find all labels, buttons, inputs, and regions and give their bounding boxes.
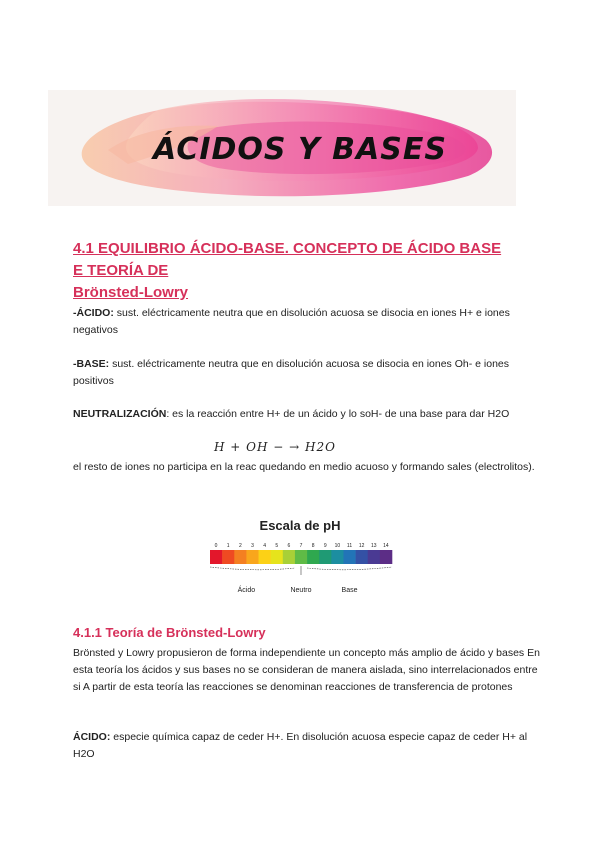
- ph-number-label: 3: [251, 543, 254, 549]
- base-text: sust. eléctricamente neutra que en disolución acuosa se disocia en iones Oh- e iones positivos: [73, 358, 509, 387]
- acido-definition: [73, 305, 543, 339]
- ph-range-bracket: [210, 567, 295, 570]
- ph-number-label: 2: [238, 543, 242, 549]
- ph-number-label: 6: [287, 543, 291, 549]
- ph-color-segment: [307, 550, 319, 564]
- ph-color-segment: [259, 550, 271, 564]
- ph-color-segment: [210, 550, 222, 564]
- ph-number-label: 10: [334, 543, 341, 549]
- ph-color-segment: [246, 550, 258, 564]
- acido-label: -ÁCIDO:: [73, 307, 114, 319]
- acido2-text: especie química capaz de ceder H+. En disolución acuosa especie capaz de ceder H+ al H2O: [73, 731, 528, 760]
- acido-text: sust. eléctricamente neutra que en disolución acuosa se disocia en iones H+ e iones negativos: [73, 307, 510, 336]
- ph-number-label: 12: [358, 543, 365, 549]
- ph-color-segment: [356, 550, 368, 564]
- neutralizacion-definition: [73, 406, 543, 423]
- ph-number-label: 0: [214, 543, 218, 549]
- ph-color-segment: [222, 550, 234, 564]
- ph-color-segment: [234, 550, 246, 564]
- ph-scale-graphic: [208, 540, 394, 600]
- ph-color-segment: [319, 550, 331, 564]
- section-heading-1: [73, 238, 513, 304]
- resto-paragraph: el resto de iones no participa en la reac quedando en medio acuoso y formando sales (electrolitos).: [73, 461, 535, 473]
- acido-bronsted-definition: [73, 729, 543, 763]
- ph-number-label: 14: [383, 543, 389, 549]
- neutralizacion-label: NEUTRALIZACIÓN: [73, 408, 167, 420]
- section-heading-2: 4.1.1 Teoría de Brönsted-Lowry: [73, 625, 266, 640]
- ph-number-label: 11: [346, 543, 353, 549]
- ph-number-label: 5: [275, 543, 279, 549]
- ph-color-segment: [368, 550, 380, 564]
- ph-number-label: 8: [311, 543, 315, 549]
- ph-color-segment: [343, 550, 355, 564]
- ph-number-label: 7: [299, 543, 303, 549]
- base-definition: [73, 356, 543, 390]
- ph-base-label: Base: [341, 587, 358, 594]
- ph-number-label: 9: [323, 543, 327, 549]
- section-heading-1-line1: 4.1 EQUILIBRIO ÁCIDO-BASE. CONCEPTO DE ÁCIDO BASE E TEORÍA DE: [73, 240, 502, 279]
- ph-color-segment: [331, 550, 343, 564]
- ph-color-segment: [295, 550, 307, 564]
- ph-number-label: 1: [226, 543, 230, 549]
- acido2-label: ÁCIDO:: [73, 731, 111, 743]
- section-heading-1-line2: Brönsted-Lowry: [73, 284, 189, 301]
- bronsted-paragraph: Brönsted y Lowry propusieron de forma independiente un concepto más amplio de ácido y bases En esta teoría los ácidos y sus bases no se consideran de manera aislada, sino interrelacionados entre si A partir de esta teoría las reacciones se denominan reacciones de transferencia de protones: [73, 647, 540, 693]
- ph-scale-title: Escala de pH: [259, 518, 341, 533]
- base-label: -BASE:: [73, 358, 110, 370]
- page-title: ÁCIDOS Y BASES: [153, 132, 447, 167]
- ph-range-bracket: [307, 567, 392, 570]
- neutralizacion-text: : es la reacción entre H+ de un ácido y lo soH- de una base para dar H2O: [166, 408, 510, 420]
- ph-acid-label: Ácido: [237, 587, 256, 594]
- ph-color-segment: [283, 550, 295, 564]
- neutralization-equation: H + OH − → H2O: [214, 440, 336, 454]
- ph-color-segment: [271, 550, 283, 564]
- ph-number-label: 13: [371, 543, 377, 549]
- ph-color-segment: [380, 550, 392, 564]
- ph-neutral-label: Neutro: [290, 587, 312, 594]
- ph-number-label: 4: [263, 543, 266, 549]
